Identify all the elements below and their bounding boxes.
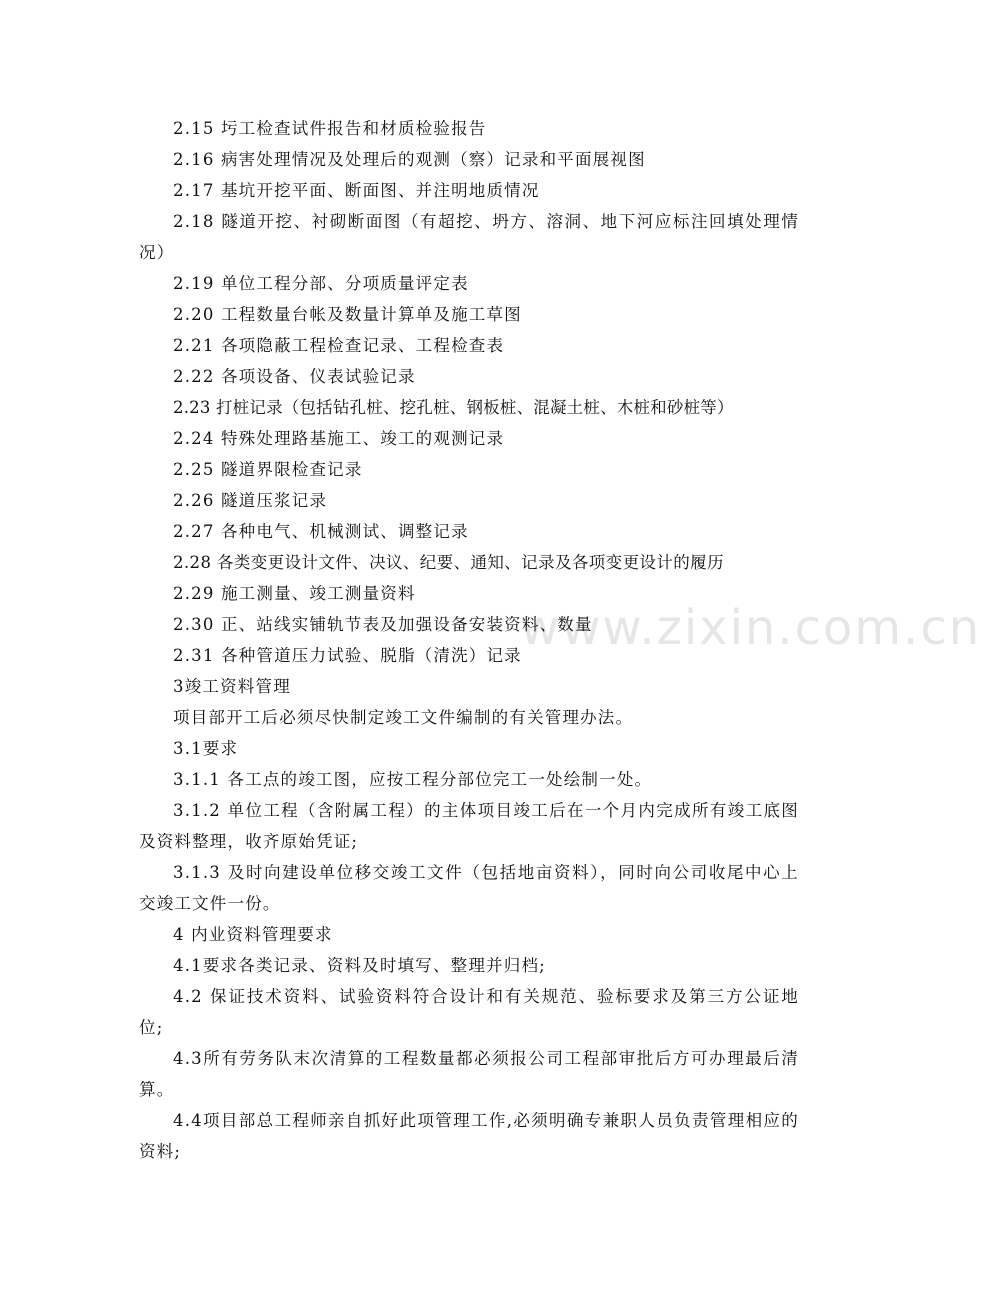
paragraph: 3.1.1 各工点的竣工图，应按工程分部位完工一处绘制一处。: [173, 770, 653, 789]
paragraph: 4.3所有劳务队末次清算的工程数量都必须报公司工程部审批后方可办理最后清算。: [139, 1049, 799, 1099]
subsection-heading: 3.1要求: [173, 739, 239, 758]
paragraph: 3.1.3 及时向建设单位移交竣工文件（包括地亩资料），同时向公司收尾中心上交竣工文件一份。: [139, 863, 799, 913]
paragraph: 2.30 正、站线实铺轨节表及加强设备安装资料、数量: [173, 615, 593, 634]
paragraph: 2.18 隧道开挖、衬砌断面图（有超挖、坍方、溶洞、地下河应标注回填处理情况）: [139, 212, 799, 262]
paragraph: 2.22 各项设备、仪表试验记录: [173, 367, 416, 386]
paragraph: 2.26 隧道压浆记录: [173, 491, 328, 510]
paragraph: 项目部开工后必须尽快制定竣工文件编制的有关管理办法。: [173, 708, 634, 727]
paragraph: 2.28 各类变更设计文件、决议、纪要、通知、记录及各项变更设计的履历: [173, 553, 724, 572]
watermark: www.zixin.com.cn: [520, 600, 981, 656]
paragraph: 2.21 各项隐蔽工程检查记录、工程检查表: [173, 336, 505, 355]
document-body: [139, 113, 799, 1167]
paragraph: 2.25 隧道界限检查记录: [173, 460, 363, 479]
paragraph: 2.15 圬工检查试件报告和材质检验报告: [173, 119, 487, 138]
paragraph: 2.27 各种电气、机械测试、调整记录: [173, 522, 469, 541]
section-heading: 4 内业资料管理要求: [173, 925, 333, 944]
paragraph: 2.19 单位工程分部、分项质量评定表: [173, 274, 469, 293]
paragraph: 3.1.2 单位工程（含附属工程）的主体项目竣工后在一个月内完成所有竣工底图及资料整理，收齐原始凭证;: [139, 801, 799, 851]
paragraph: 2.24 特殊处理路基施工、竣工的观测记录: [173, 429, 505, 448]
paragraph: 2.17 基坑开挖平面、断面图、并注明地质情况: [173, 181, 540, 200]
section-heading: 3竣工资料管理: [173, 677, 291, 696]
paragraph: 4.4项目部总工程师亲自抓好此项管理工作,必须明确专兼职人员负责管理相应的资料;: [139, 1111, 799, 1161]
paragraph: 2.29 施工测量、竣工测量资料: [173, 584, 416, 603]
paragraph: 2.31 各种管道压力试验、脱脂（清洗）记录: [173, 646, 522, 665]
paragraph: 4.2 保证技术资料、试验资料符合设计和有关规范、验标要求及第三方公证地位;: [139, 987, 799, 1037]
paragraph: 2.23 打桩记录（包括钻孔桩、挖孔桩、钢板桩、混凝土桩、木桩和砂桩等）: [173, 398, 734, 417]
paragraph: 2.20 工程数量台帐及数量计算单及施工草图: [173, 305, 522, 324]
paragraph: 2.16 病害处理情况及处理后的观测（察）记录和平面展视图: [173, 150, 646, 169]
paragraph: 4.1要求各类记录、资料及时填写、整理并归档;: [173, 956, 546, 975]
